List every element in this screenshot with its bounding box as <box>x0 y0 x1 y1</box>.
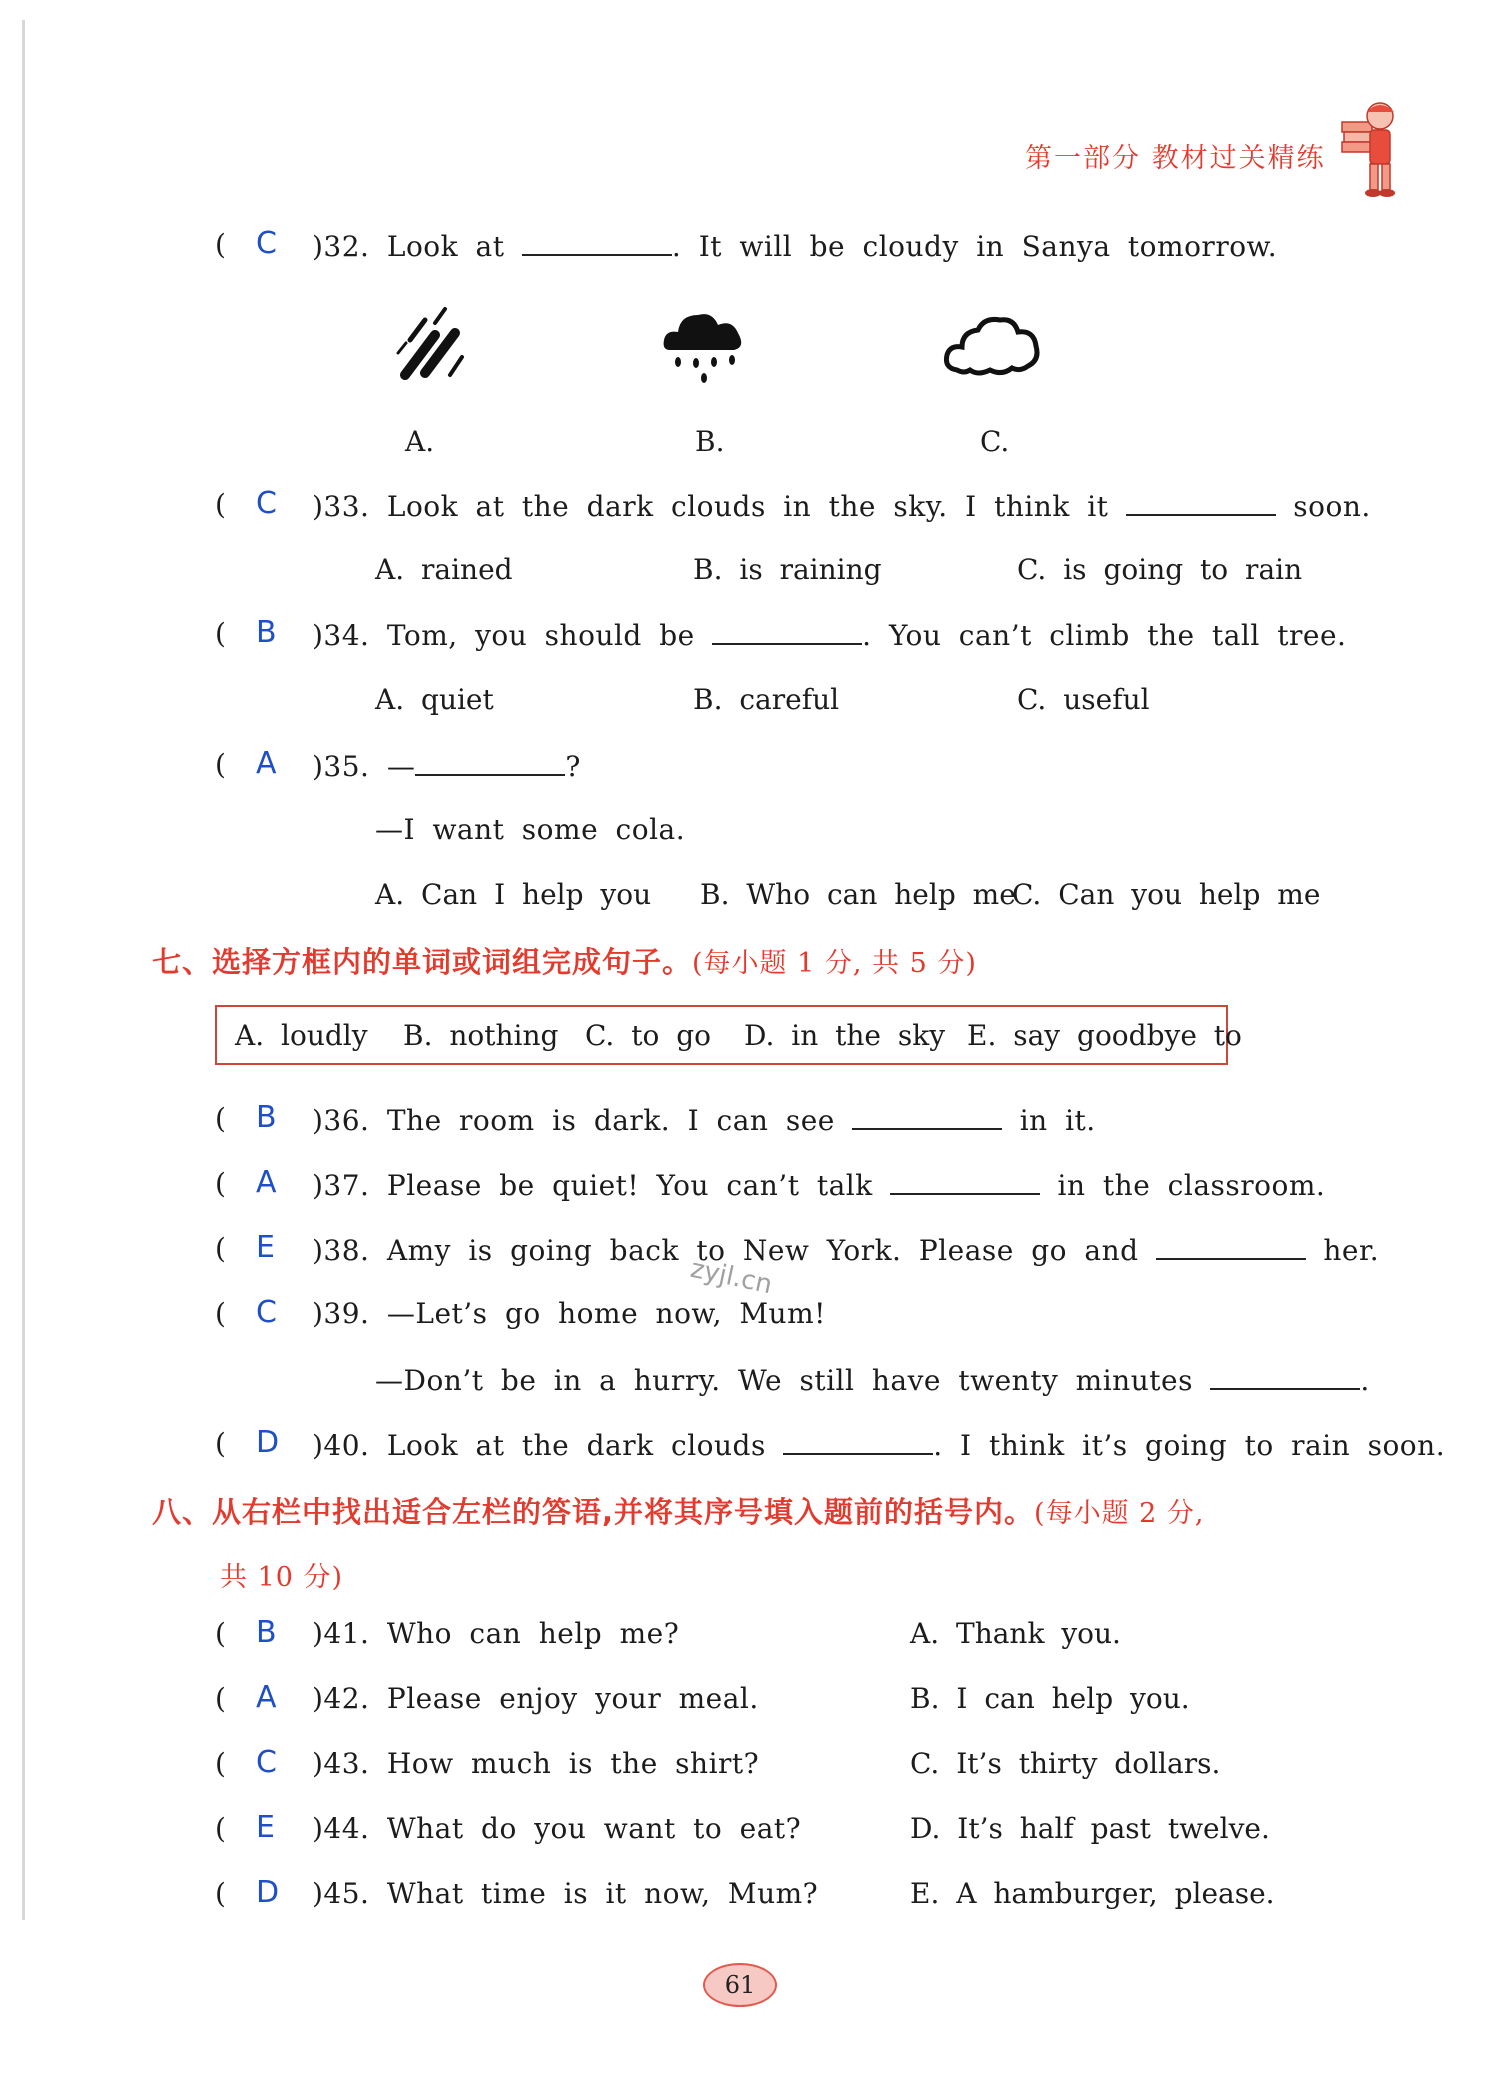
word-bank-box <box>215 1005 1242 1065</box>
mascot-icon <box>1340 100 1400 204</box>
question-text: Please be quiet! You can’t talk <box>386 1169 873 1202</box>
header-title: 第一部分 教材过关精练 <box>1025 143 1326 174</box>
matching-option: C. It’s thirty dollars. <box>910 1747 1221 1780</box>
question-39-reply <box>375 1362 1370 1397</box>
section-points: 共 10 分) <box>220 1562 344 1593</box>
answer-41: B <box>256 1615 277 1650</box>
answer-38: E <box>256 1230 275 1265</box>
answer-blank <box>522 228 672 256</box>
matching-option: B. I can help you. <box>910 1682 1190 1715</box>
paren-open: ( <box>215 1232 226 1265</box>
paren-open: ( <box>215 1102 226 1135</box>
section-title: 八、从右栏中找出适合左栏的答语,并将其序号填入题前的括号内。 <box>152 1495 1035 1529</box>
answer-33: C <box>256 486 277 521</box>
paren-open: ( <box>215 617 226 650</box>
paren-open: ( <box>215 1877 226 1910</box>
matching-option: E. A hamburger, please. <box>910 1877 1275 1910</box>
word-bank-item: A. loudly <box>235 1019 368 1052</box>
question-text: Look at <box>386 230 505 263</box>
option-a: A. rained <box>375 553 513 586</box>
answer-blank <box>783 1427 933 1455</box>
option-a: A. quiet <box>375 683 494 716</box>
matching-option: A. Thank you. <box>910 1617 1121 1650</box>
question-text: —Don’t be in a hurry. We still have twenty minutes <box>375 1364 1193 1397</box>
question-number: )39. <box>312 1297 370 1330</box>
question-number: )36. <box>312 1104 370 1137</box>
answer-blank <box>852 1102 1002 1130</box>
option-c: C. is going to rain <box>1017 553 1303 586</box>
option-a: A. <box>405 425 435 458</box>
question-text: — <box>386 750 416 783</box>
question-number: )37. <box>312 1169 370 1202</box>
question-text: Look at the dark clouds <box>386 1429 766 1462</box>
question-text: Tom, you should be <box>386 619 695 652</box>
paren-open: ( <box>215 1167 226 1200</box>
option-c: C. <box>980 425 1010 458</box>
paren-open: ( <box>215 228 226 261</box>
question-text: . It will be cloudy in Sanya tomorrow. <box>671 230 1278 263</box>
paren-open: ( <box>215 1682 226 1715</box>
section-seven-heading <box>152 940 977 981</box>
option-b: B. is raining <box>693 553 882 586</box>
page-number: 61 <box>703 1963 777 2007</box>
word-bank-item: D. in the sky <box>744 1019 946 1052</box>
question-text: in it. <box>1019 1104 1096 1137</box>
question-text: her. <box>1323 1234 1380 1267</box>
question-33 <box>312 488 1371 523</box>
matching-question: )44. What do you want to eat? <box>312 1812 802 1845</box>
question-text: —Let’s go home now, Mum! <box>386 1297 826 1330</box>
paren-open: ( <box>215 1747 226 1780</box>
section-eight-heading <box>152 1490 1205 1531</box>
matching-question: )41. Who can help me? <box>312 1617 680 1650</box>
matching-question: )43. How much is the shirt? <box>312 1747 760 1780</box>
section-title: 七、选择方框内的单词或词组完成句子。 <box>152 945 693 979</box>
option-c: C. useful <box>1017 683 1150 716</box>
question-38 <box>312 1232 1379 1267</box>
paren-open: ( <box>215 1427 226 1460</box>
option-b: B. careful <box>693 683 840 716</box>
answer-blank <box>1156 1232 1306 1260</box>
answer-37: A <box>256 1165 277 1200</box>
question-number: )40. <box>312 1429 370 1462</box>
question-text: The room is dark. I can see <box>386 1104 835 1137</box>
answer-42: A <box>256 1680 277 1715</box>
question-number: )32. <box>312 230 370 263</box>
question-36 <box>312 1102 1096 1137</box>
paren-open: ( <box>215 748 226 781</box>
answer-34: B <box>256 615 277 650</box>
answer-blank <box>890 1167 1040 1195</box>
option-a: A. Can I help you <box>375 878 652 911</box>
cloud-icon <box>942 312 1042 386</box>
dialogue-reply: —I want some cola. <box>375 813 686 846</box>
answer-43: C <box>256 1745 277 1780</box>
question-39 <box>312 1297 826 1330</box>
rain-cloud-icon <box>660 305 745 389</box>
question-text: ? <box>565 750 581 783</box>
answer-blank <box>1210 1362 1360 1390</box>
question-34 <box>312 617 1346 652</box>
answer-blank <box>712 617 862 645</box>
answer-40: D <box>256 1425 280 1460</box>
paren-open: ( <box>215 1617 226 1650</box>
question-text: . <box>1360 1364 1370 1397</box>
option-b: B. <box>695 425 725 458</box>
answer-39: C <box>256 1295 277 1330</box>
answer-32: C <box>256 226 277 261</box>
answer-36: B <box>256 1100 277 1135</box>
paren-open: ( <box>215 1812 226 1845</box>
matching-question: )42. Please enjoy your meal. <box>312 1682 759 1715</box>
question-32 <box>312 228 1277 263</box>
word-bank-item: E. say goodbye to <box>967 1019 1242 1052</box>
matching-option: D. It’s half past twelve. <box>910 1812 1270 1845</box>
question-number: )34. <box>312 619 370 652</box>
option-c: C. Can you help me <box>1012 878 1321 911</box>
word-bank-item: B. nothing <box>403 1019 559 1052</box>
answer-blank <box>415 748 565 776</box>
question-37 <box>312 1167 1325 1202</box>
paren-open: ( <box>215 1297 226 1330</box>
answer-35: A <box>256 746 277 781</box>
answer-45: D <box>256 1875 280 1910</box>
question-number: )38. <box>312 1234 370 1267</box>
page-margin-line <box>22 20 25 1920</box>
rain-streaks-icon <box>390 305 470 384</box>
question-35 <box>312 748 581 783</box>
question-number: )33. <box>312 490 370 523</box>
watermark: zyjl.cn <box>687 1253 775 1301</box>
answer-blank <box>1126 488 1276 516</box>
section-points: (每小题 1 分, 共 5 分) <box>692 948 977 979</box>
question-number: )35. <box>312 750 370 783</box>
question-text: . I think it’s going to rain soon. <box>933 1429 1446 1462</box>
matching-question: )45. What time is it now, Mum? <box>312 1877 819 1910</box>
question-40 <box>312 1427 1445 1462</box>
question-text: Look at the dark clouds in the sky. I think it <box>386 490 1109 523</box>
word-bank-item: C. to go <box>585 1019 712 1052</box>
question-text: . You can’t climb the tall tree. <box>862 619 1347 652</box>
question-text: soon. <box>1293 490 1371 523</box>
option-b: B. Who can help me <box>700 878 1016 911</box>
section-points: (每小题 2 分, <box>1034 1498 1205 1529</box>
section-eight-points-cont <box>220 1555 343 1594</box>
paren-open: ( <box>215 488 226 521</box>
question-text: in the classroom. <box>1057 1169 1326 1202</box>
question-text: Amy is going back to New York. Please go and <box>386 1234 1139 1267</box>
answer-44: E <box>256 1810 275 1845</box>
